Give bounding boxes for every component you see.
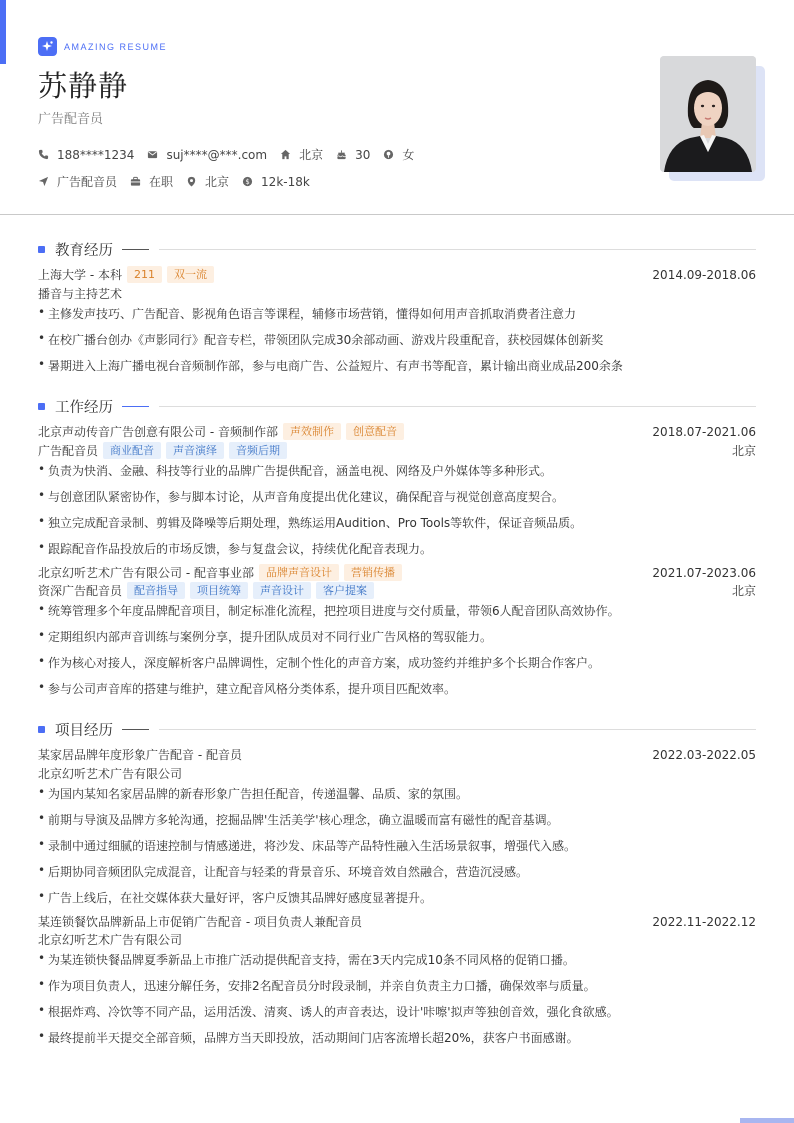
target-city-item (186, 173, 229, 190)
job-position-line (38, 582, 756, 599)
city-item (280, 146, 323, 163)
job-entry (38, 423, 756, 440)
salary-text: 12k-18k (261, 174, 310, 189)
project-org-line (38, 765, 756, 782)
section-projects-header (38, 719, 756, 740)
brand-text: AMAZING RESUME (64, 41, 168, 52)
list-item: • 跟踪配音作品投放后的市场反馈，参与复盘会议，持续优化配音表现力。 (38, 540, 433, 556)
list-item: • 定期组织内部声音训练与案例分享，提升团队成员对不同行业广告风格的驾驭能力。 (38, 628, 493, 644)
job-position: 广告配音员 (38, 444, 99, 458)
project-date: 2022.03-2022.05 (652, 747, 756, 762)
section-dot (38, 246, 45, 253)
section-work-header (38, 396, 756, 417)
phone-icon (38, 149, 49, 160)
gender-item (383, 146, 414, 163)
skill-tag: 配音指导 (127, 582, 185, 599)
list-item: • 广告上线后，在社交媒体获大量好评，客户反馈其品牌好感度显著提升。 (38, 889, 433, 905)
school-tag: 211 (127, 266, 162, 283)
job-position-line (38, 442, 756, 459)
list-item: • 暑期进入上海广播电视台音频制作部，参与电商广告、公益短片、有声书等配音，累计输出商业成品200余条 (38, 357, 623, 373)
list-item: • 后期协同音频团队完成混音，让配音与轻柔的背景音乐、环境音效自然融合，营造沉浸感。 (38, 863, 529, 879)
section-label: 工作经历 (55, 400, 113, 416)
brand (38, 37, 167, 56)
skill-tag: 商业配音 (103, 442, 161, 459)
list-item: • 统筹管理多个年度品牌配音项目，制定标准化流程，把控项目进度与交付质量，带领6人配音团队高效协作。 (38, 602, 620, 618)
project-org-line (38, 931, 756, 948)
project-name: 某连锁餐饮品牌新品上市促销广告配音 - 项目负责人兼配音员 (38, 915, 362, 929)
section-education-header (38, 239, 756, 260)
candidate-title: 广告配音员 (38, 112, 104, 127)
svg-text:$: $ (245, 177, 250, 186)
company-tag: 声效制作 (283, 423, 341, 440)
section-label: 项目经历 (55, 723, 113, 739)
job-location: 北京 (731, 584, 756, 598)
email-item[interactable] (147, 148, 267, 162)
phone-item[interactable] (38, 148, 134, 162)
project-org: 北京幻听艺术广告有限公司 (38, 767, 183, 781)
mail-icon (147, 149, 158, 160)
section-dot (38, 726, 45, 733)
section-short-rule (122, 729, 149, 730)
sparkle-icon (38, 37, 57, 56)
list-item: • 录制中通过细腻的语速控制与情感递进，将沙发、床品等产品特性融入生活场景叙事，增强代入感。 (38, 837, 577, 853)
skill-tag: 声音演绎 (166, 442, 224, 459)
list-item: • 为国内某知名家居品牌的新春形象广告担任配音，传递温馨、品质、家的氛围。 (38, 785, 469, 801)
job-date: 2021.07-2023.06 (652, 565, 756, 580)
skill-tag: 项目统筹 (190, 582, 248, 599)
skill-tag: 声音设计 (253, 582, 311, 599)
home-icon (280, 149, 291, 160)
footer-accent-bar (740, 1118, 794, 1123)
list-item: • 与创意团队紧密协作，参与脚本讨论，从声音角度提出优化建议，确保配音与视觉创意高度契合。 (38, 488, 565, 504)
list-item: • 在校广播台创办《声影同行》配音专栏，带领团队完成30余部动画、游戏片段重配音，获校园媒体创新奖 (38, 331, 604, 347)
money-icon (242, 176, 253, 187)
status-item (130, 173, 173, 190)
list-item: • 独立完成配音录制、剪辑及降噪等后期处理，熟练运用Audition、Pro Tools等软件，保证音频品质。 (38, 514, 583, 530)
status-text: 在职 (149, 175, 174, 189)
project-org: 北京幻听艺术广告有限公司 (38, 933, 183, 947)
company-tag: 创意配音 (346, 423, 404, 440)
job-position: 资深广告配音员 (38, 584, 123, 598)
section-label: 教育经历 (55, 243, 113, 259)
contact-row (38, 146, 427, 163)
project-entry (38, 913, 756, 930)
school-name: 上海大学 - 本科 (38, 268, 122, 282)
company-name: 北京声动传音广告创意有限公司 - 音频制作部 (38, 425, 278, 439)
job-intent-row (38, 173, 323, 190)
gender-icon (383, 149, 394, 160)
company-name: 北京幻听艺术广告有限公司 - 配音事业部 (38, 566, 254, 580)
section-long-rule (159, 249, 756, 250)
list-item: • 负责为快消、金融、科技等行业的品牌广告提供配音，涵盖电视、网络及户外媒体等多种形式。 (38, 462, 553, 478)
city-text: 北京 (299, 148, 324, 162)
education-entry (38, 266, 756, 283)
resume-header (0, 0, 794, 215)
list-item: • 主修发声技巧、广告配音、影视角色语言等课程，辅修市场营销，懂得如何用声音抓取消费者注意力 (38, 305, 577, 321)
skill-tag: 客户提案 (316, 582, 374, 599)
cake-icon (336, 149, 347, 160)
list-item: • 最终提前半天提交全部音频，品牌方当天即投放，活动期间门店客流增长超20%，获客户书面感谢。 (38, 1029, 579, 1045)
section-short-rule (122, 406, 149, 407)
education-major: 播音与主持艺术 (38, 287, 123, 301)
project-date: 2022.11-2022.12 (652, 914, 756, 929)
skill-tag: 音频后期 (229, 442, 287, 459)
location-pin-icon (186, 176, 197, 187)
target-position-item (38, 173, 117, 190)
gender-text: 女 (402, 148, 415, 162)
job-date: 2018.07-2021.06 (652, 424, 756, 439)
profile-photo (660, 56, 756, 172)
section-long-rule (159, 406, 756, 407)
list-item: • 作为项目负责人，迅速分解任务，安排2名配音员分时段录制，并亲自负责主力口播，确保效率与质量。 (38, 977, 596, 993)
phone-text: 188****1234 (57, 147, 135, 162)
project-name: 某家居品牌年度形象广告配音 - 配音员 (38, 748, 242, 762)
job-entry (38, 564, 756, 581)
education-major-line (38, 285, 756, 302)
list-item: • 前期与导演及品牌方多轮沟通，挖掘品牌'生活美学'核心理念，确立温暖而富有磁性的配音基调。 (38, 811, 559, 827)
section-long-rule (159, 729, 756, 730)
age-item (336, 148, 370, 162)
list-item: • 根据炸鸡、冷饮等不同产品，运用活泼、清爽、诱人的声音表达，设计'咔嚓'拟声等独创音效，强化食欲感。 (38, 1003, 619, 1019)
send-icon (38, 176, 49, 187)
email-text: suj****@***.com (166, 147, 268, 162)
school-tag: 双一流 (167, 266, 214, 283)
candidate-name: 苏静静 (38, 69, 129, 103)
project-entry (38, 746, 756, 763)
age-text: 30 (355, 147, 371, 162)
list-item: • 作为核心对接人，深度解析客户品牌调性，定制个性化的声音方案，成功签约并维护多个长期合作客户。 (38, 654, 601, 670)
education-date: 2014.09-2018.06 (652, 267, 756, 282)
list-item: • 为某连锁快餐品牌夏季新品上市推广活动提供配音支持，需在3天内完成10条不同风格的促销口播。 (38, 951, 575, 967)
salary-item (242, 175, 310, 189)
job-location: 北京 (731, 444, 756, 458)
list-item: • 参与公司声音库的搭建与维护，建立配音风格分类体系，提升项目匹配效率。 (38, 680, 457, 696)
section-short-rule (122, 249, 149, 250)
section-dot (38, 403, 45, 410)
briefcase-icon (130, 176, 141, 187)
target-position-text: 广告配音员 (57, 175, 118, 189)
company-tag: 营销传播 (344, 564, 402, 581)
target-city-text: 北京 (205, 175, 230, 189)
company-tag: 品牌声音设计 (259, 564, 339, 581)
